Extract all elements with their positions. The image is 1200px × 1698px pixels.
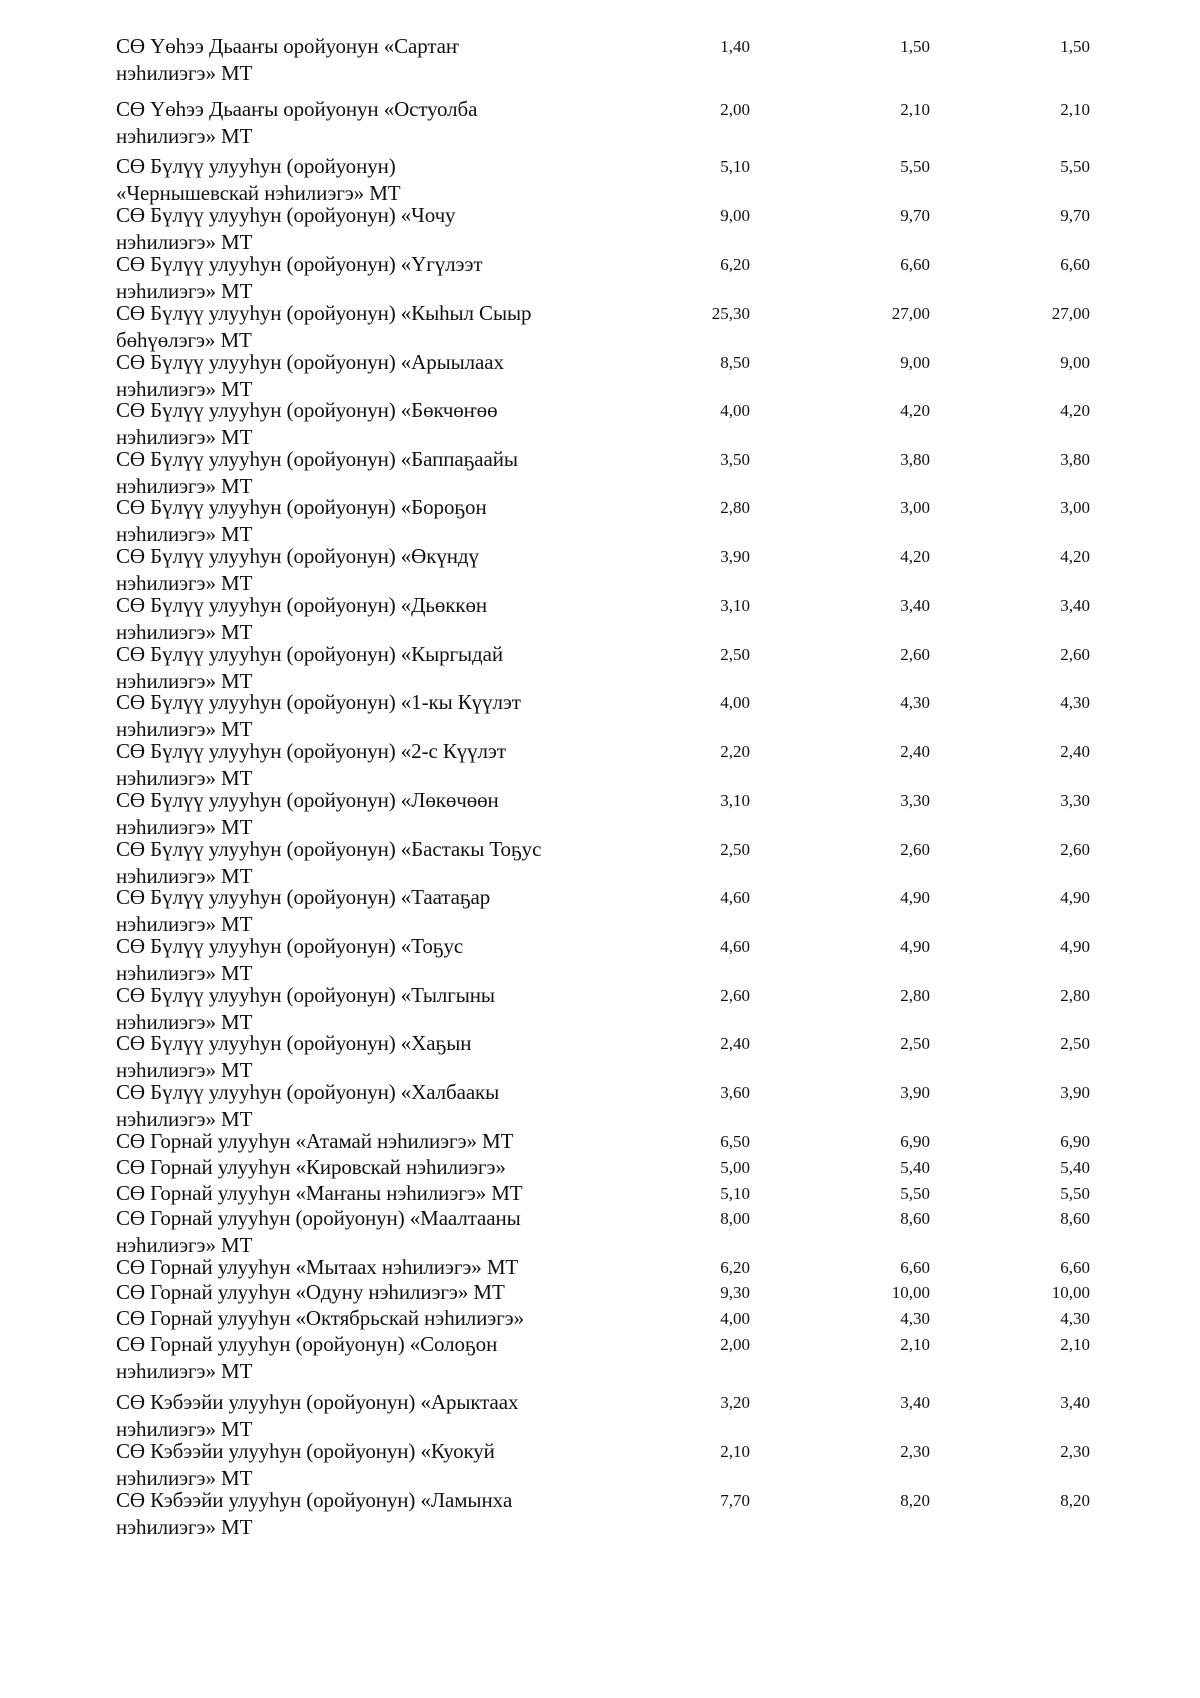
value-col-3: 6,60: [1060, 255, 1090, 274]
value-col-2: 9,70: [900, 206, 930, 225]
value-col-2: 3,30: [900, 791, 930, 810]
value-col-2: 1,50: [900, 37, 930, 56]
municipality-name: СӨ Бүлүү улууһун (оройуонун) «Халбаакы нэһилиэгэ» МТ: [116, 1080, 500, 1131]
value-col-2: 4,20: [900, 547, 930, 566]
value-col-2: 2,10: [900, 1335, 930, 1354]
value-col-1: 4,00: [720, 1309, 750, 1328]
value-col-3: 2,10: [1060, 1335, 1090, 1354]
value-col-3: 6,90: [1060, 1132, 1090, 1151]
value-col-2: 6,60: [900, 1258, 930, 1277]
value-col-3: 9,70: [1060, 206, 1090, 225]
municipality-name: СӨ Кэбээйи улууһун (оройуонун) «Ламынхa нэһилиэгэ» МТ: [116, 1488, 513, 1539]
value-col-1: 2,60: [720, 986, 750, 1005]
municipality-name: СӨ Бүлүү улууһун (оройуонун) «1-кы Күүлэт нэһилиэгэ» МТ: [116, 690, 521, 741]
value-col-2: 8,60: [900, 1209, 930, 1228]
value-col-3: 2,60: [1060, 840, 1090, 859]
value-col-1: 2,50: [720, 645, 750, 664]
value-col-1: 3,10: [720, 596, 750, 615]
value-col-3: 5,50: [1060, 1184, 1090, 1203]
value-col-2: 4,30: [900, 1309, 930, 1328]
value-col-2: 2,10: [900, 100, 930, 119]
value-col-3: 2,50: [1060, 1034, 1090, 1053]
value-col-3: 2,40: [1060, 742, 1090, 761]
municipality-name: СӨ Горнай улууһун «Одуну нэһилиэгэ» МТ: [116, 1280, 505, 1304]
value-col-1: 3,20: [720, 1393, 750, 1412]
municipality-name: СӨ Бүлүү улууһун (оройуонун) «Арыылаах нэһилиэгэ» МТ: [116, 350, 504, 401]
municipality-name: СӨ Бүлүү улууһун (оройуонун) «Бастакы Тоҕус нэһилиэгэ» МТ: [116, 837, 542, 888]
value-col-1: 2,00: [720, 1335, 750, 1354]
value-col-3: 3,40: [1060, 1393, 1090, 1412]
municipality-name: СӨ Бүлүү улууһун (оройуонун) «Чочу нэһилиэгэ» МТ: [116, 203, 456, 254]
municipality-name: СӨ Горнай улууһун «Маҥаны нэһилиэгэ» МТ: [116, 1181, 523, 1205]
municipality-name: СӨ Бүлүү улууһун (оройуонун) «Үгүлээт нэһилиэгэ» МТ: [116, 252, 483, 303]
value-col-3: 4,90: [1060, 937, 1090, 956]
value-col-2: 3,90: [900, 1083, 930, 1102]
value-col-1: 6,50: [720, 1132, 750, 1151]
value-col-3: 4,30: [1060, 1309, 1090, 1328]
value-col-3: 10,00: [1051, 1283, 1090, 1302]
value-col-1: 1,40: [720, 37, 750, 56]
municipality-name: СӨ Бүлүү улууһун (оройуонун) «Хаҕын нэһилиэгэ» МТ: [116, 1031, 472, 1082]
municipality-name: СӨ Горнай улууһун (оройуонун) «Маалтааны нэһилиэгэ» МТ: [116, 1206, 521, 1257]
value-col-3: 3,90: [1060, 1083, 1090, 1102]
value-col-1: 25,30: [711, 304, 750, 323]
value-col-2: 2,40: [900, 742, 930, 761]
value-col-2: 9,00: [900, 353, 930, 372]
value-col-3: 6,60: [1060, 1258, 1090, 1277]
municipality-name: СӨ Бүлүү улууһун (оройуонун) «Өкүндү нэһилиэгэ» МТ: [116, 544, 479, 595]
value-col-3: 3,80: [1060, 450, 1090, 469]
value-col-3: 8,60: [1060, 1209, 1090, 1228]
municipality-name: СӨ Горнай улууһун «Мытаах нэһилиэгэ» МТ: [116, 1255, 519, 1279]
municipality-name: СӨ Бүлүү улууһун (оройуонун) «Бөкчөҥөө нэһилиэгэ» МТ: [116, 398, 498, 449]
value-col-1: 4,60: [720, 888, 750, 907]
value-col-1: 4,60: [720, 937, 750, 956]
value-col-2: 2,60: [900, 840, 930, 859]
value-col-2: 6,90: [900, 1132, 930, 1151]
value-col-3: 9,00: [1060, 353, 1090, 372]
value-col-2: 4,30: [900, 693, 930, 712]
value-col-1: 9,00: [720, 206, 750, 225]
value-col-1: 3,90: [720, 547, 750, 566]
municipality-name: СӨ Үөһээ Дьааҥы оройуонун «Сартаҥ нэһилиэгэ» МТ: [116, 34, 459, 85]
value-col-2: 4,90: [900, 888, 930, 907]
value-col-2: 3,40: [900, 596, 930, 615]
value-col-3: 27,00: [1051, 304, 1090, 323]
value-col-1: 2,40: [720, 1034, 750, 1053]
municipality-name: СӨ Кэбээйи улууһун (оройуонун) «Куокуй нэһилиэгэ» МТ: [116, 1439, 495, 1490]
municipality-name: СӨ Бүлүү улууһун (оройуонун) «2-с Күүлэт нэһилиэгэ» МТ: [116, 739, 506, 790]
municipality-name: СӨ Горнай улууһун «Кировскай нэһилиэгэ»: [116, 1155, 506, 1179]
value-col-1: 9,30: [720, 1283, 750, 1302]
value-col-2: 2,80: [900, 986, 930, 1005]
value-col-3: 8,20: [1060, 1491, 1090, 1510]
municipality-name: СӨ Бүлүү улууһун (оройуонун) «Лөкөчөөн нэһилиэгэ» МТ: [116, 788, 499, 839]
municipality-name: СӨ Бүлүү улууһун (оройуонун) «Дьөккөн нэһилиэгэ» МТ: [116, 593, 488, 644]
value-col-3: 3,00: [1060, 498, 1090, 517]
value-col-2: 4,20: [900, 401, 930, 420]
municipality-name: СӨ Горнай улууһун (оройуонун) «Солоҕон нэһилиэгэ» МТ: [116, 1332, 498, 1383]
value-col-2: 5,40: [900, 1158, 930, 1177]
municipality-name: СӨ Үөһээ Дьааҥы оройуонун «Остуолба нэһилиэгэ» МТ: [116, 97, 478, 148]
value-col-3: 4,20: [1060, 547, 1090, 566]
value-col-2: 2,30: [900, 1442, 930, 1461]
value-col-1: 2,10: [720, 1442, 750, 1461]
value-col-1: 2,20: [720, 742, 750, 761]
value-col-1: 5,10: [720, 1184, 750, 1203]
value-col-3: 4,20: [1060, 401, 1090, 420]
value-col-3: 3,30: [1060, 791, 1090, 810]
value-col-2: 8,20: [900, 1491, 930, 1510]
value-col-1: 4,00: [720, 401, 750, 420]
municipality-name: СӨ Горнай улууһун «Атамай нэһилиэгэ» МТ: [116, 1129, 514, 1153]
value-col-2: 5,50: [900, 1184, 930, 1203]
value-col-2: 27,00: [891, 304, 930, 323]
value-col-2: 3,80: [900, 450, 930, 469]
municipality-name: СӨ Бүлүү улууһун (оройуонун) «Баппаҕаайы нэһилиэгэ» МТ: [116, 447, 518, 498]
value-col-3: 1,50: [1060, 37, 1090, 56]
value-col-1: 6,20: [720, 255, 750, 274]
value-col-2: 3,00: [900, 498, 930, 517]
municipality-name: СӨ Бүлүү улууһун (оройуонун) «Тоҕус нэһилиэгэ» МТ: [116, 934, 464, 985]
municipality-name: СӨ Кэбээйи улууһун (оройуонун) «Арыктаах нэһилиэгэ» МТ: [116, 1390, 519, 1441]
value-col-1: 2,00: [720, 100, 750, 119]
value-col-3: 2,10: [1060, 100, 1090, 119]
municipality-name: СӨ Бүлүү улууһун (оройуонун) «Таатаҕар нэһилиэгэ» МТ: [116, 885, 491, 936]
value-col-2: 2,50: [900, 1034, 930, 1053]
value-col-1: 6,20: [720, 1258, 750, 1277]
value-col-1: 5,00: [720, 1158, 750, 1177]
value-col-2: 2,60: [900, 645, 930, 664]
value-col-1: 3,10: [720, 791, 750, 810]
value-col-1: 5,10: [720, 157, 750, 176]
value-col-1: 7,70: [720, 1491, 750, 1510]
value-col-1: 2,50: [720, 840, 750, 859]
value-col-3: 2,80: [1060, 986, 1090, 1005]
value-col-1: 2,80: [720, 498, 750, 517]
value-col-3: 5,50: [1060, 157, 1090, 176]
value-col-1: 8,00: [720, 1209, 750, 1228]
municipality-name: СӨ Бүлүү улууһун (оройуонун) «Бороҕон нэһилиэгэ» МТ: [116, 495, 487, 546]
value-col-3: 2,60: [1060, 645, 1090, 664]
value-col-1: 3,50: [720, 450, 750, 469]
value-col-2: 10,00: [891, 1283, 930, 1302]
value-col-1: 3,60: [720, 1083, 750, 1102]
value-col-2: 3,40: [900, 1393, 930, 1412]
value-col-2: 6,60: [900, 255, 930, 274]
value-col-2: 5,50: [900, 157, 930, 176]
value-col-2: 4,90: [900, 937, 930, 956]
municipality-name: СӨ Бүлүү улууһун (оройуонун) «Кыргыдай нэһилиэгэ» МТ: [116, 642, 503, 693]
value-col-1: 8,50: [720, 353, 750, 372]
municipality-name: СӨ Горнай улууһун «Октябрьскай нэһилиэгэ»: [116, 1306, 524, 1330]
value-col-3: 2,30: [1060, 1442, 1090, 1461]
value-col-3: 4,30: [1060, 693, 1090, 712]
municipality-name: СӨ Бүлүү улууһун (оройуонун) «Кыһыл Сыыр бөһүөлэгэ» МТ: [116, 301, 532, 352]
value-col-3: 5,40: [1060, 1158, 1090, 1177]
value-col-3: 3,40: [1060, 596, 1090, 615]
value-col-1: 4,00: [720, 693, 750, 712]
value-col-3: 4,90: [1060, 888, 1090, 907]
municipality-name: СӨ Бүлүү улууһун (оройуонун) «Тылгыны нэһилиэгэ» МТ: [116, 983, 495, 1034]
municipality-name: СӨ Бүлүү улууһун (оройуонун) «Чернышевскай нэһилиэгэ» МТ: [116, 154, 401, 205]
